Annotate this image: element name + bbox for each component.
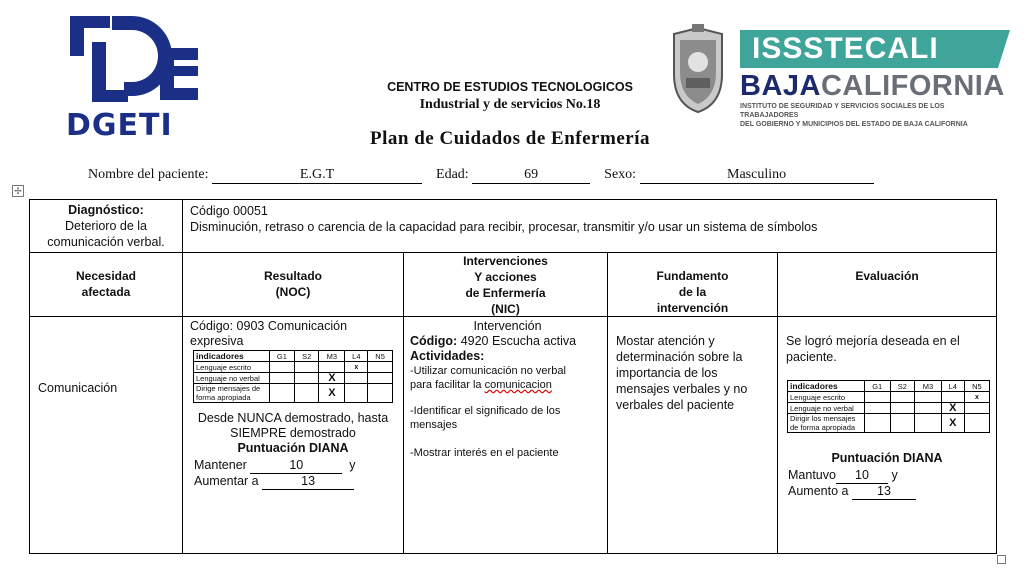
fundamento-cell	[616, 333, 776, 413]
patient-name-label: Nombre del paciente:	[88, 167, 209, 182]
institute-line-2: DEL GOBIERNO Y MUNICIPIOS DEL ESTADO DE BAJA CALIFORNIA	[740, 121, 968, 128]
activity-2-line-1: -Identificar el significado de los	[410, 405, 561, 417]
aumentar-label: Aumentar a	[194, 474, 259, 488]
mantuvo-row	[788, 468, 994, 484]
header-necesidad-line-2: afectada	[81, 285, 131, 299]
diagnosis-code: Código 00051	[190, 204, 268, 218]
noc-code-line-2: expresiva	[190, 334, 244, 348]
evaluacion-line-1: Se logró mejoría deseada en el	[786, 334, 960, 348]
noc-indicator-mark[interactable]	[269, 362, 295, 373]
header-interv-line-3: de Enfermería	[465, 286, 546, 300]
eval-indicators-table	[787, 380, 990, 433]
institute-name	[740, 102, 1000, 129]
sex-value[interactable]: Masculino	[640, 167, 874, 184]
eval-indicator-mark[interactable]	[941, 392, 964, 403]
baja-california-logo	[740, 70, 1005, 103]
diagnosis-name-line-1: Deterioro de la	[65, 219, 147, 233]
fundamento-line-4: mensajes verbales y no	[616, 382, 748, 396]
noc-indicator-mark[interactable]	[269, 373, 295, 384]
noc-indicator-mark[interactable]: x	[345, 362, 368, 373]
eval-indicator-mark[interactable]	[915, 392, 942, 403]
noc-header-l4: L4	[345, 351, 368, 362]
issstecali-logo: ISSSTECALI	[740, 30, 998, 68]
table-resize-handle-icon[interactable]	[997, 555, 1006, 564]
diagnosis-description-cell	[190, 203, 990, 235]
mantuvo-value[interactable]: 10	[836, 468, 888, 484]
mantener-row	[194, 458, 400, 474]
mantener-label: Mantener	[194, 458, 247, 472]
noc-header-m3: M3	[319, 351, 345, 362]
noc-header-s2: S2	[295, 351, 319, 362]
patient-info-row	[88, 167, 874, 184]
noc-indicator-mark[interactable]: X	[319, 384, 345, 403]
aumento-label: Aumento a	[788, 484, 849, 498]
noc-header-n5: N5	[368, 351, 393, 362]
activity-1-line-2-text: para facilitar la	[410, 379, 485, 391]
institute-line-1: INSTITUTO DE SEGURIDAD Y SERVICIOS SOCIALES DE LOS TRABAJADORES	[740, 103, 945, 119]
age-value[interactable]: 69	[472, 167, 590, 184]
activity-2	[410, 404, 605, 432]
aumento-row	[788, 484, 994, 500]
aumentar-row	[194, 474, 400, 490]
noc-indicator-row	[194, 362, 393, 373]
activities-label: Actividades:	[410, 349, 485, 363]
eval-indicator-mark[interactable]	[964, 403, 989, 414]
page-title: Plan de Cuidados de Enfermería	[370, 128, 650, 149]
sex-label: Sexo:	[604, 167, 637, 182]
noc-indicator-label: Dirige mensajes de forma apropiada	[194, 384, 270, 403]
eval-indicator-mark[interactable]: X	[941, 414, 964, 433]
noc-indicator-mark[interactable]	[368, 384, 393, 403]
school-subtitle: Industrial y de servicios No.18	[419, 97, 601, 112]
noc-indicator-mark[interactable]	[269, 384, 295, 403]
aumentar-value[interactable]: 13	[262, 474, 354, 490]
noc-indicator-mark[interactable]: X	[319, 373, 345, 384]
activity-3: -Mostrar interés en el paciente	[410, 447, 559, 459]
intervencion-cell	[410, 319, 605, 460]
header-resultado-line-2: (NOC)	[275, 285, 311, 299]
eval-indicator-mark[interactable]	[864, 414, 890, 433]
eval-indicator-mark[interactable]	[915, 403, 942, 414]
eval-indicator-row	[788, 414, 990, 433]
noc-indicator-label: Lenguaje escrito	[194, 362, 270, 373]
nic-code-value: 4920 Escucha activa	[460, 334, 577, 348]
noc-indicator-mark[interactable]	[345, 373, 368, 384]
noc-indicator-row	[194, 384, 393, 403]
diagnosis-label-cell	[32, 202, 180, 250]
noc-scale	[183, 411, 403, 456]
header-resultado-line-1: Resultado	[263, 269, 322, 283]
eval-indicator-mark[interactable]: X	[941, 403, 964, 414]
eval-indicator-mark[interactable]	[864, 392, 890, 403]
fundamento-line-2: determinación sobre la	[616, 350, 743, 364]
age-label: Edad:	[436, 167, 469, 182]
baja-california-seal-icon	[666, 24, 730, 116]
california-text: CALIFORNIA	[820, 70, 1005, 102]
eval-score	[788, 468, 994, 500]
fundamento-line-3: importancia de los	[616, 366, 718, 380]
header-fund-line-2: de la	[678, 285, 707, 299]
patient-name-value[interactable]: E.G.T	[212, 167, 422, 184]
diagnosis-name-line-2: comunicación verbal.	[47, 235, 165, 249]
noc-indicator-row	[194, 373, 393, 384]
eval-indicator-mark[interactable]	[890, 414, 914, 433]
necesidad-value: Comunicación	[38, 381, 118, 395]
mantuvo-label: Mantuvo	[788, 468, 836, 482]
noc-indicator-mark[interactable]	[295, 384, 319, 403]
evaluacion-cell	[786, 333, 994, 365]
nic-code-label: Código:	[410, 334, 458, 348]
header-interv-line-1: Intervenciones	[463, 254, 548, 268]
eval-indicator-row	[788, 392, 990, 403]
eval-header-s2: S2	[890, 381, 914, 392]
dgeti-logo-text: DGETI	[66, 108, 173, 143]
activity-1-misspelled-word: comunicacion	[484, 379, 552, 391]
mantener-value[interactable]: 10	[250, 458, 342, 474]
noc-header-indicadores: indicadores	[194, 351, 270, 362]
header-fund-line-3: intervención	[656, 301, 729, 315]
noc-indicator-mark[interactable]	[319, 362, 345, 373]
noc-indicator-label: Lenguaje no verbal	[194, 373, 270, 384]
fundamento-line-1: Mostar atención y	[616, 334, 715, 348]
noc-code-line-1: Código: 0903 Comunicación	[190, 319, 348, 333]
noc-header-g1: G1	[269, 351, 295, 362]
noc-scale-line-1: Desde NUNCA demostrado, hasta	[197, 411, 389, 425]
fundamento-line-5: verbales del paciente	[616, 398, 735, 412]
diagnosis-definition: Disminución, retraso o carencia de la capacidad para recibir, procesar, transmitir y/o usar un sistema de símbolos	[190, 220, 818, 234]
intervencion-title: Intervención	[473, 319, 542, 333]
table-move-handle-icon[interactable]: ✢	[12, 185, 24, 197]
header-fundamento	[608, 268, 777, 316]
evaluacion-line-2: paciente.	[786, 350, 837, 364]
eval-indicator-mark[interactable]	[964, 414, 989, 433]
activity-1-line-1: -Utilizar comunicación no verbal	[410, 365, 566, 377]
header-fund-line-1: Fundamento	[656, 269, 729, 283]
header-interv-line-4: (NIC)	[491, 302, 520, 316]
activity-1	[410, 364, 605, 392]
baja-text: BAJA	[740, 70, 821, 102]
noc-indicator-mark[interactable]	[295, 362, 319, 373]
noc-indicator-mark[interactable]	[368, 362, 393, 373]
noc-indicators-table	[193, 350, 393, 403]
eval-header-indicadores: indicadores	[788, 381, 865, 392]
mantener-suffix: y	[349, 458, 356, 472]
header-interv-line-2: Y acciones	[474, 270, 537, 284]
activity-2-line-2: mensajes	[410, 419, 458, 431]
eval-indicator-mark[interactable]	[915, 414, 942, 433]
diagnosis-label: Diagnóstico:	[68, 203, 144, 217]
eval-header-m3: M3	[915, 381, 942, 392]
eval-header-g1: G1	[864, 381, 890, 392]
header-necesidad	[30, 268, 182, 300]
noc-indicator-mark[interactable]	[368, 373, 393, 384]
aumento-value[interactable]: 13	[852, 484, 916, 500]
eval-header-n5: N5	[964, 381, 989, 392]
noc-indicator-mark[interactable]	[295, 373, 319, 384]
noc-score	[194, 458, 400, 490]
eval-indicator-mark[interactable]	[890, 403, 914, 414]
noc-score-title: Puntuación DIANA	[237, 441, 349, 455]
eval-indicator-mark[interactable]: x	[964, 392, 989, 403]
noc-indicator-mark[interactable]	[345, 384, 368, 403]
nic-code-row	[410, 334, 605, 349]
school-title: CENTRO DE ESTUDIOS TECNOLOGICOS	[387, 80, 633, 94]
header-resultado	[183, 268, 403, 300]
noc-scale-line-2: SIEMPRE demostrado	[230, 426, 356, 440]
eval-indicator-label: Dirigir los mensajes de forma apropiada	[788, 414, 865, 433]
eval-header-l4: L4	[941, 381, 964, 392]
eval-score-title: Puntuación DIANA	[831, 451, 943, 465]
header-necesidad-line-1: Necesidad	[75, 269, 137, 283]
header-intervenciones	[404, 253, 607, 317]
eval-indicator-row	[788, 403, 990, 414]
eval-indicator-mark[interactable]	[890, 392, 914, 403]
resultado-cell	[190, 319, 400, 349]
eval-indicator-label: Lenguaje escrito	[788, 392, 865, 403]
header-evaluacion: Evaluación	[855, 269, 919, 283]
activity-1-line-2	[410, 378, 605, 392]
eval-indicator-mark[interactable]	[864, 403, 890, 414]
mantuvo-suffix: y	[891, 468, 898, 482]
eval-indicator-label: Lenguaje no verbal	[788, 403, 865, 414]
